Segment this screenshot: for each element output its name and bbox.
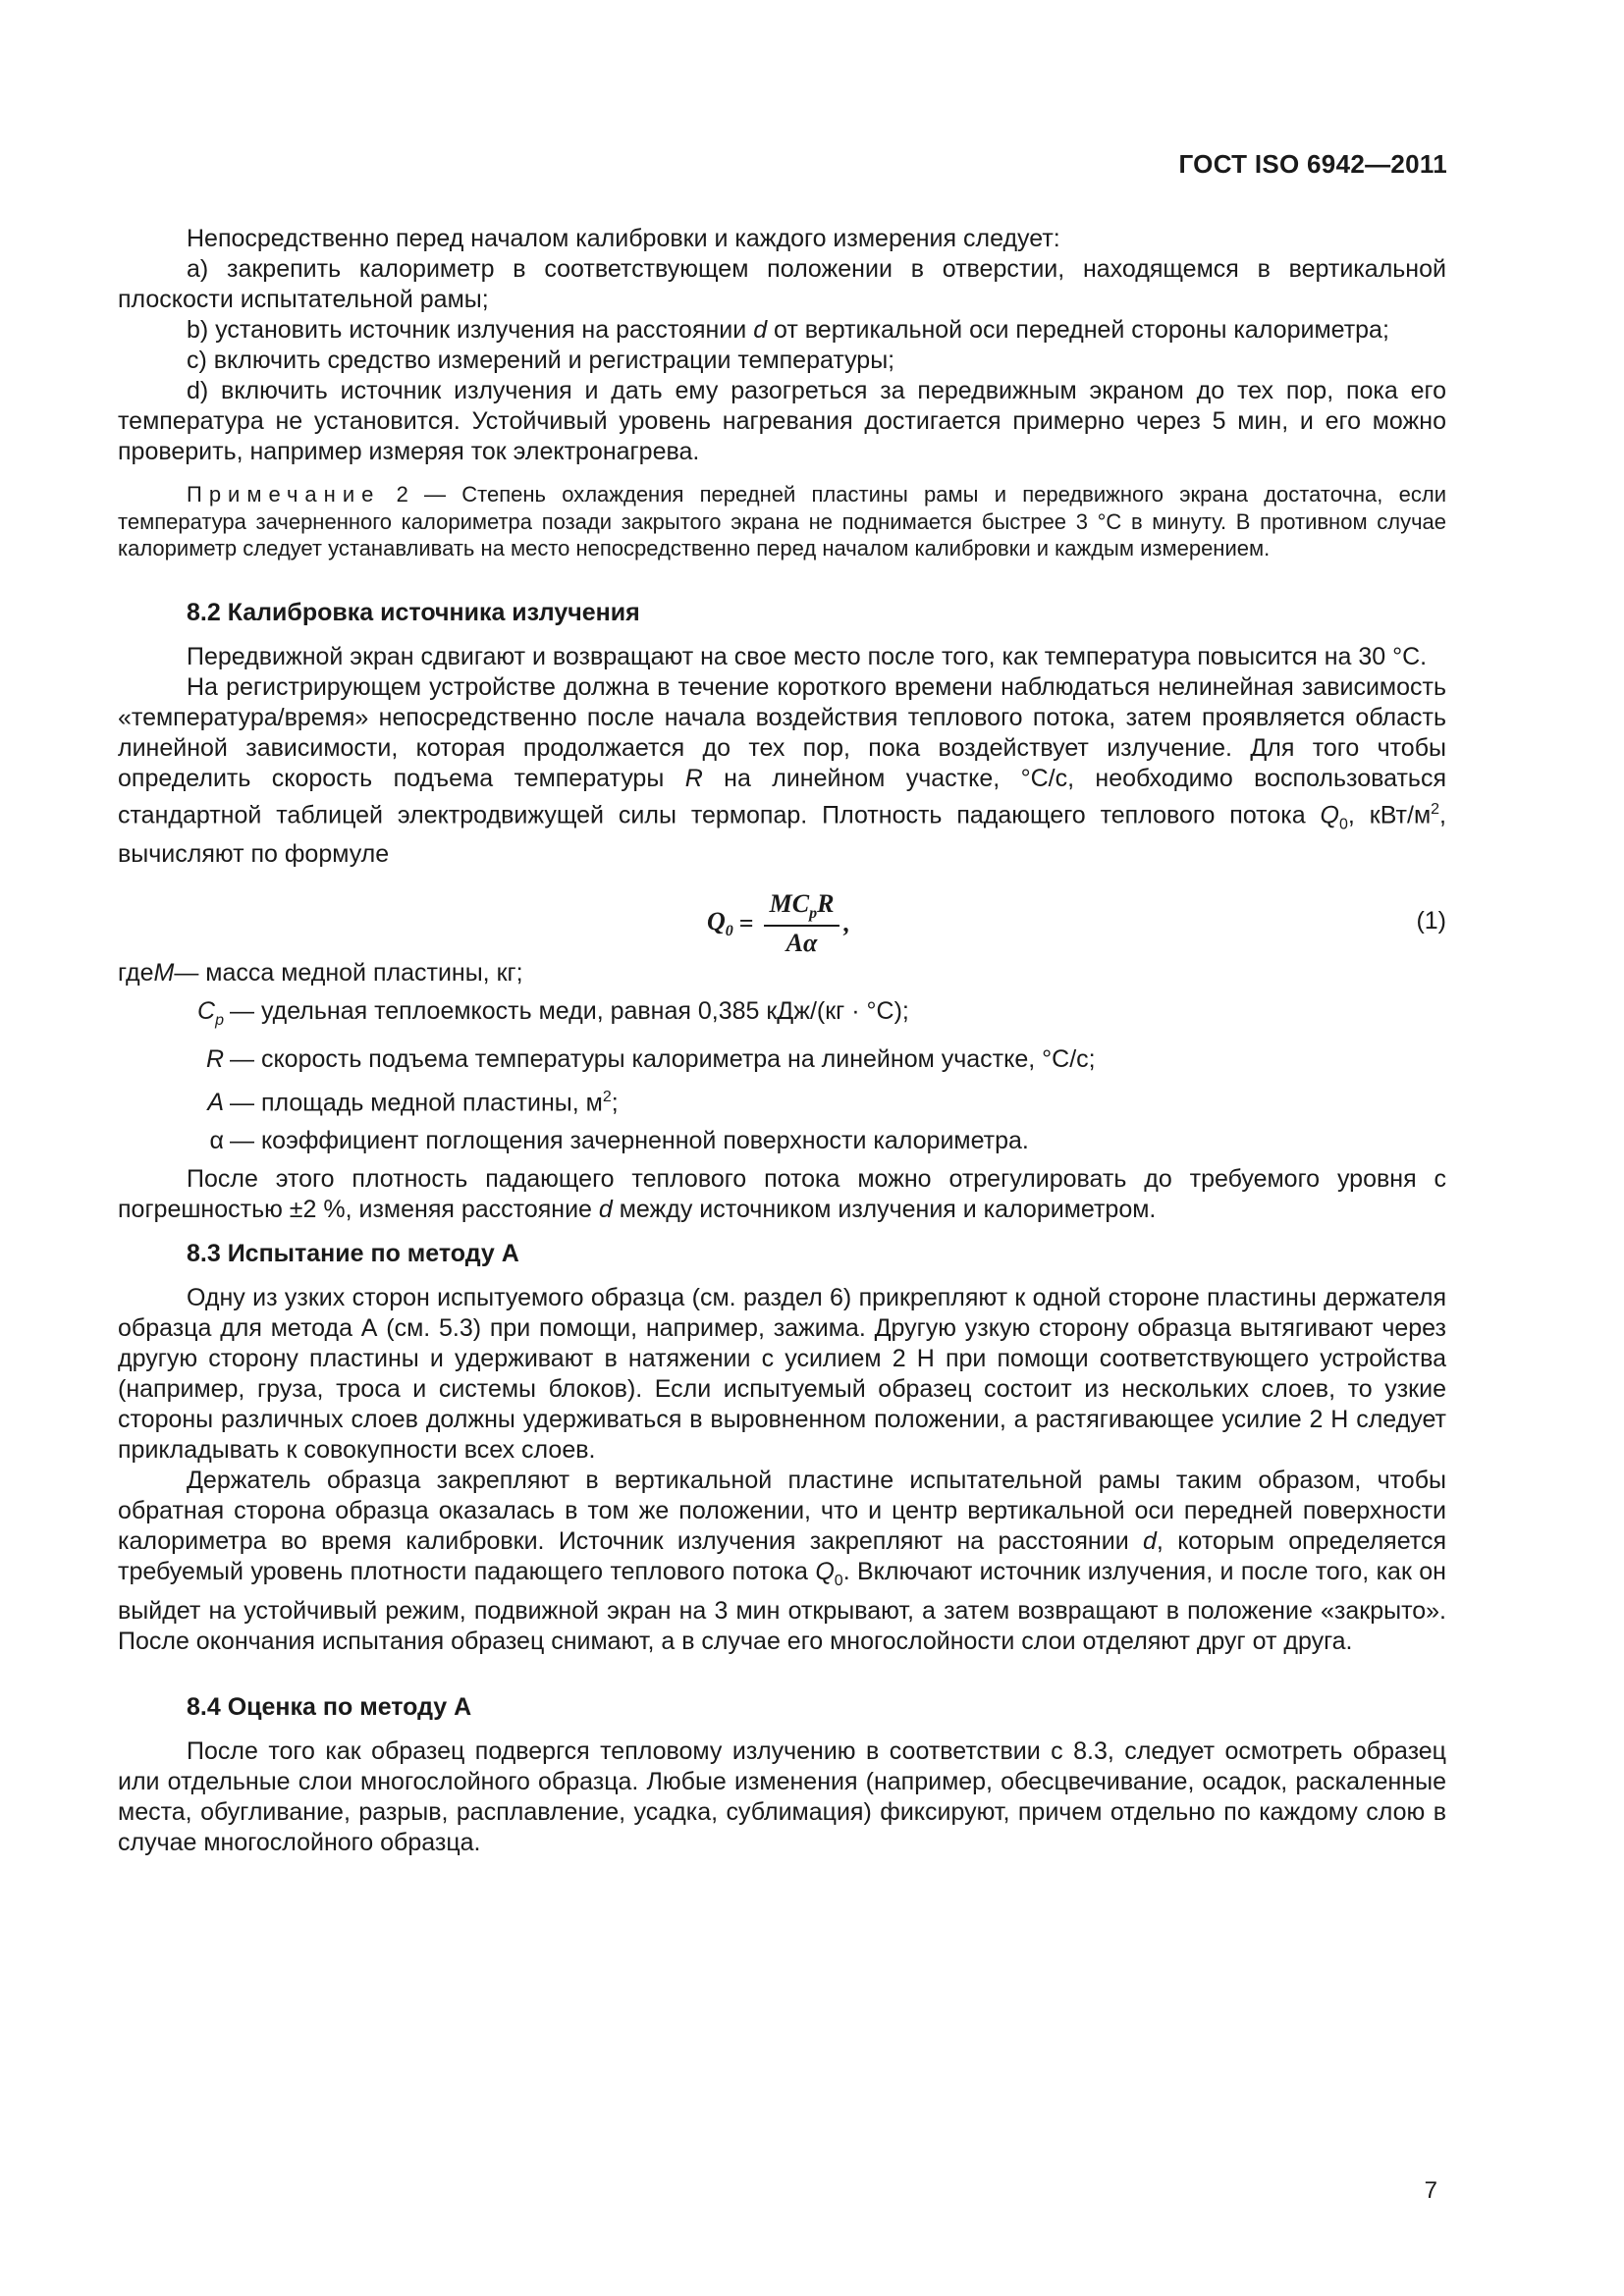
legend-item-Cp: $C_p$ — удельная теплоемкость меди, равная 0,385 кДж/(кг · °С);: [197, 996, 909, 1029]
formula-expression: [707, 889, 850, 958]
formula-fraction: [764, 889, 840, 958]
legend-item-alpha: α — коэффициент поглощения зачерненной поверхности калориметра.: [209, 1127, 1029, 1155]
page-number: 7: [1424, 2177, 1437, 2204]
formula-lhs: $Q_0$: [707, 906, 733, 940]
section-8-2-paragraph-2: На регистрирующем устройстве должна в течение короткого времени наблюдаться нелинейная зависимость «температура/время» непосредственно после начала воздействия теплового потока, затем проявляется область линейной зависимости, которая продолжается до тех пор, пока воздействует излучение. Для того чтобы определить скорость подъема температуры R на линейном участке, °С/с, необходимо воспользоваться стандартной таблицей электродвижущей силы термопар. Плотность падающего теплового потока $Q_0$, кВт/$м^2$, вычисляют по формуле: [118, 672, 1446, 868]
formula-legend: [118, 958, 1446, 1155]
section-8-3-paragraph-2: Держатель образца закрепляют в вертикальной пластине испытательной рамы таким образом, чтобы обратная сторона образца оказалась в том же положении, что и центр вертикальной оси передней поверхности калориметра во время калибровки. Источник излучения закрепляют на расстоянии d, которым определяется требуемый уровень плотности падающего теплового потока $Q_0$. Включают источник излучения, и после того, как он выйдет на устойчивый режим, подвижной экран на 3 мин открывают, а затем возвращают в положение «закрыто». После окончания испытания образец снимают, а в случае его многослойности слои отделяют друг от друга.: [118, 1467, 1447, 1656]
document-id-header: ГОСТ ISO 6942—2011: [1178, 149, 1447, 179]
note-label: Примечание: [187, 482, 381, 507]
legend-item-R: R — скорость подъема температуры калориметра на линейном участке, °С/с;: [205, 1044, 1096, 1073]
section-8-3-paragraph-1: Одну из узких сторон испытуемого образца (см. раздел 6) прикрепляют к одной стороне пластины держателя образца для метода А (см. 5.3) при помощи, например, зажима. Другую узкую сторону образца вытягивают через другую сторону пластины и удерживают в натяжении с усилием 2 Н при помощи соответствующего устройства (например, груза, троса и системы блоков). Если испытуемый образец состоит из нескольких слоев, то узкие стороны различных слоев должны удерживаться в выровненном положении, а растягивающее усилие 2 Н следует прикладывать к совокупности всех слоев.: [118, 1284, 1446, 1465]
formula-numerator: $MC_pR$: [764, 889, 840, 927]
formula-number: (1): [1416, 906, 1446, 934]
formula-1: [118, 889, 1446, 958]
legend-item-M: где M — масса медной пластины, кг;: [118, 958, 523, 987]
intro-item-c: c) включить средство измерений и регистрации температуры;: [187, 347, 895, 374]
section-8-4-paragraph-1: После того как образец подвергся тепловому излучению в соответствии с 8.3, следует осмотреть образец или отдельные слои многослойного образца. Любые изменения (например, обесцвечивание, осадок, раскаленные места, обугливание, разрыв, расплавление, усадка, сублимация) фиксируют, причем отдельно по каждому слою в случае многослойного образца.: [118, 1737, 1446, 1857]
intro-lead: Непосредственно перед началом калибровки и каждого измерения следует:: [187, 225, 1060, 252]
formula-equals: =: [738, 908, 754, 937]
legend-item-A: A — площадь медной пластины, $м^2$;: [207, 1088, 619, 1117]
section-8-2-paragraph-1: Передвижной экран сдвигают и возвращают на свое место после того, как температура повысится на 30 °С.: [187, 642, 1428, 670]
note-2: Примечание 2 — Степень охлаждения передней пластины рамы и передвижного экрана достаточна, если температура зачерненного калориметра позади закрытого экрана не поднимается быстрее 3 °С в минуту. В противном случае калориметр следует устанавливать на место непосредственно перед началом калибровки и каждым измерением.: [118, 482, 1446, 561]
document-body: [118, 224, 1446, 1858]
formula-denominator: Aα: [785, 929, 818, 958]
section-8-2-heading: 8.2 Калибровка источника излучения: [187, 598, 640, 626]
section-8-3-heading: 8.3 Испытание по методу А: [187, 1240, 519, 1268]
intro-item-d: d) включить источник излучения и дать ему разогреться за передвижным экраном до тех пор, пока его температура не установится. Устойчивый уровень нагревания достигается примерно через 5 мин, и его можно проверить, например измеряя ток электронагрева.: [118, 377, 1446, 465]
intro-item-b: b) установить источник излучения на расстоянии d от вертикальной оси передней стороны калориметра;: [187, 316, 1389, 344]
section-8-2-paragraph-3: После этого плотность падающего теплового потока можно отрегулировать до требуемого уровня с погрешностью ±2 %, изменяя расстояние d между источником излучения и калориметром.: [118, 1165, 1446, 1224]
intro-item-a: а) закрепить калориметр в соответствующем положении в отверстии, находящемся в вертикальной плоскости испытательной рамы;: [118, 255, 1446, 313]
formula-comma: ,: [843, 908, 850, 937]
section-8-4-heading: 8.4 Оценка по методу А: [187, 1693, 472, 1722]
